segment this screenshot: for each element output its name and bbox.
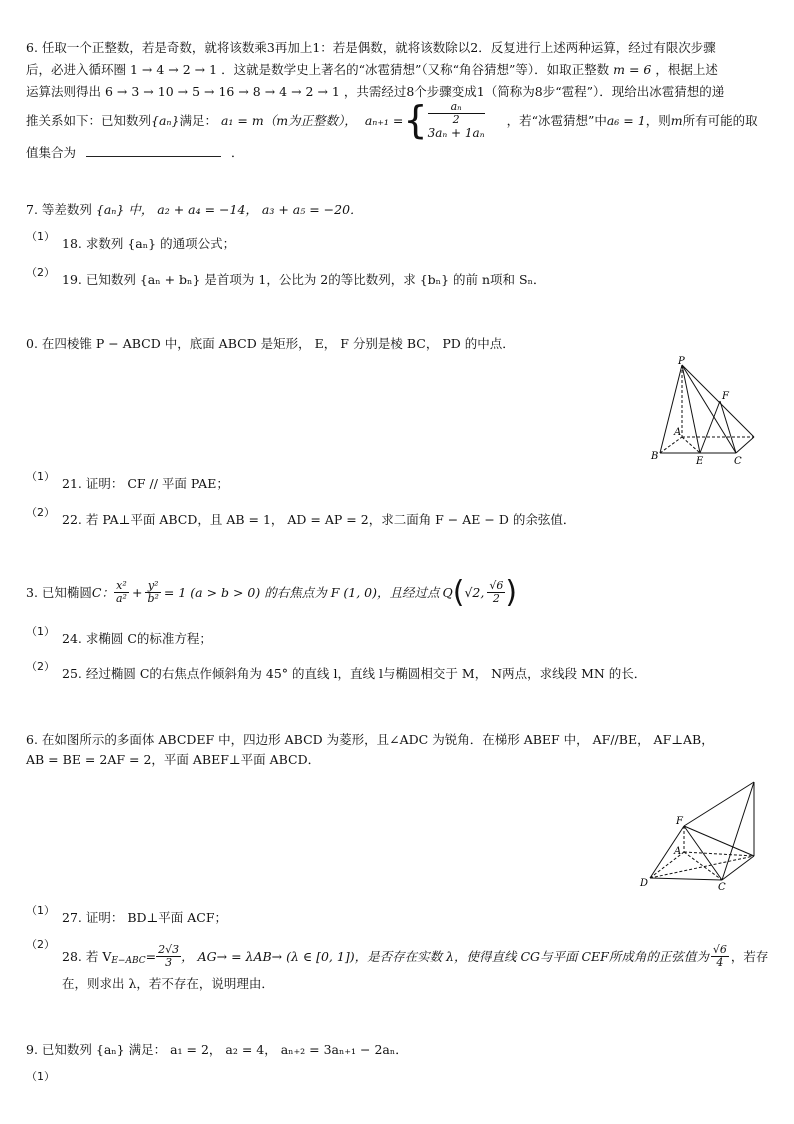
label-p: P	[678, 356, 685, 367]
label-a: A	[674, 427, 682, 438]
q16-line1: 6. 任取一个正整数，若是奇数，就将该数乘3再加上1：若是偶数，就将该数除以2．反复进行上述两种运算，经过有限次步骤	[26, 40, 716, 55]
part-marker: （1）	[26, 470, 55, 483]
q26-line2: AB = BE = 2AF = 2，平面 ABEF⊥平面 ABCD．	[26, 752, 321, 767]
q20-part2: 22. 若 PA⊥平面 ABCD，且 AB = 1， AD = AP = 2，求二面角 F − AE − D 的余弦值．	[62, 512, 576, 527]
part-marker: （1）	[26, 904, 55, 917]
fraction-numerator: y²	[145, 580, 160, 593]
label-b: B	[651, 451, 659, 462]
label-f: F	[676, 816, 683, 827]
q16-sequence: 6 → 3 → 10 → 5 → 16 → 8 → 4 → 2 → 1	[105, 84, 340, 99]
q16-m-value: m = 6	[613, 62, 652, 77]
q16-line2	[26, 60, 718, 78]
q16-text: 后，必进入循环圈	[26, 62, 127, 77]
q26-subscript: E−ABC	[111, 956, 146, 966]
fraction-denominator: b²	[147, 591, 159, 605]
q23-point-q: Q	[442, 584, 453, 600]
q16-text: ，若“冰雹猜想”中	[506, 113, 607, 128]
q16-cycle: 1 → 4 → 2 → 1	[130, 62, 218, 77]
q16-case-odd: 3aₙ + 1aₙ	[427, 125, 485, 140]
label-c: C	[718, 882, 726, 892]
q23-part2: 25. 经过椭圆 C的右焦点作倾斜角为 45° 的直线 l，直线 l与椭圆相交于 M， N两点，求线段 MN 的长．	[62, 666, 647, 681]
q26-part2	[62, 938, 768, 974]
label-c: C	[734, 456, 742, 467]
q23-part1: 24. 求椭圆 C的标准方程；	[62, 631, 212, 646]
q23-ellipse-name: C：	[91, 585, 114, 600]
part-marker: （1）	[26, 230, 55, 243]
q16-seq-symbol: {aₙ}	[151, 112, 180, 128]
q26-text: 28. 若 V	[62, 949, 112, 964]
fraction-numerator: √6	[489, 578, 504, 592]
q16-text: 运算法则得出	[26, 84, 102, 99]
q16-text: ，根据上述	[655, 62, 718, 77]
fraction-denominator: a²	[115, 591, 127, 605]
q16-case-even	[428, 101, 485, 126]
q26-volume-fraction	[156, 944, 181, 969]
q23-title: 3. 已知椭圆 C： $\frac{\text{x²}}{\text{a²}}$ + $\frac{\text{y²}}{\text{b²}}$ = 1 (a > b > 0) 的右焦点为 F (1, 0)，且经过点 Q ( √2, $\frac{√6}{2}$ )	[26, 574, 518, 610]
q26-text: =	[145, 948, 157, 964]
part-marker: （1）	[26, 625, 55, 638]
q16-line4	[26, 100, 758, 140]
polyhedron-figure	[638, 772, 760, 892]
q16-cases	[428, 101, 485, 140]
q16-text: ，则	[645, 113, 671, 128]
q23-x-fraction	[114, 580, 129, 605]
q17-part2: 19. 已知数列 {aₙ + bₙ} 是首项为 1，公比为 2的等比数列，求 {bₙ} 的前 n项和 Sₙ．	[62, 272, 546, 287]
q17-text: 7. 等差数列	[26, 202, 92, 217]
part-marker: （1）	[26, 1070, 55, 1083]
q23-q-x: √2,	[464, 584, 485, 600]
part-marker: （2）	[26, 938, 55, 951]
q23-y-fraction	[145, 580, 160, 605]
q17-title	[26, 200, 363, 218]
part-marker: （2）	[26, 660, 55, 673]
answer-blank[interactable]	[86, 144, 221, 157]
left-paren-icon: (	[452, 574, 465, 610]
q26-line1: 6. 在如图所示的多面体 ABCDEF 中，四边形 ABCD 为菱形，且∠ADC 为锐角．在梯形 ABEF 中， AF//BE， AF⊥AB，	[26, 732, 714, 747]
fraction-denominator: 4	[716, 955, 724, 969]
q23-text: = 1 (a > b > 0) 的右焦点为 F (1, 0)，且经过点	[163, 585, 440, 600]
label-e: E	[696, 456, 704, 467]
label-f: F	[722, 391, 729, 402]
q23-text: 3. 已知椭圆	[26, 585, 92, 600]
fraction-denominator: 2	[452, 112, 460, 126]
q20-title: 0. 在四棱锥 P − ABCD 中，底面 ABCD 是矩形， E， F 分别是棱 BC， PD 的中点．	[26, 336, 515, 351]
q26-text: ， AG→ = λAB→ (λ ∈ [0, 1])，是否存在实数 λ，使得直线 CG与平面 CEF所成角的正弦值为	[181, 949, 709, 964]
q16-text: 推关系如下：已知数列	[26, 113, 152, 128]
q17-part1: 18. 求数列 {aₙ} 的通项公式；	[62, 236, 236, 251]
q29-title: 9. 已知数列 {aₙ} 满足： a₁ = 2， a₂ = 4， aₙ₊₂ = 3aₙ₊₁ − 2aₙ．	[26, 1042, 408, 1057]
q16-text: 所有可能的取	[682, 113, 758, 128]
fraction-numerator: aₙ	[428, 101, 485, 114]
left-brace-icon: {	[403, 98, 428, 142]
q16-a1: a₁ = m（m为正整数），	[220, 113, 357, 128]
fraction-denominator: 2	[492, 591, 500, 605]
q16-text: 值集合为	[26, 145, 77, 160]
q16-text: 满足：	[179, 113, 217, 128]
label-a: A	[674, 846, 682, 857]
q20-part1: 21. 证明： CF // 平面 PAE；	[62, 476, 229, 491]
q16-text: ，共需经过8个步骤变成1（简称为8步“雹程”）．现给出冰雹猜想的递	[343, 84, 725, 99]
fraction-denominator: 3	[165, 955, 173, 969]
label-d: D	[640, 878, 649, 889]
q16-line3	[26, 82, 724, 100]
q16-text: ．	[230, 145, 244, 160]
q16-recurrence: aₙ₊₁ =	[364, 112, 404, 128]
q26-part1: 27. 证明： BD⊥平面 ACF；	[62, 910, 228, 925]
q17-condition: 中， a₂ + a₄ = −14， a₃ + a₅ = −20．	[128, 202, 363, 217]
q16-a6: a₆ = 1	[606, 112, 646, 128]
q26-text: ，若存	[730, 949, 769, 964]
q17-seq: {aₙ}	[95, 202, 125, 217]
fraction-numerator: 2√3	[158, 942, 180, 956]
part-marker: （2）	[26, 506, 55, 519]
q26-part2-cont: 在，则求出 λ，若不存在，说明理由．	[62, 976, 274, 991]
pyramid-figure	[648, 355, 764, 467]
q16-line5	[26, 143, 244, 161]
q26-sine-fraction	[711, 944, 729, 969]
fraction-numerator: √6	[712, 942, 727, 956]
q16-text: ．这就是数学史上著名的“冰雹猜想”（又称“角谷猜想”等）．如取正整数	[221, 62, 610, 77]
part-marker: （2）	[26, 266, 55, 279]
q16-m: m	[670, 112, 683, 128]
right-paren-icon: )	[505, 574, 518, 610]
q23-q-y	[487, 580, 505, 605]
fraction-numerator: x²	[114, 580, 129, 593]
